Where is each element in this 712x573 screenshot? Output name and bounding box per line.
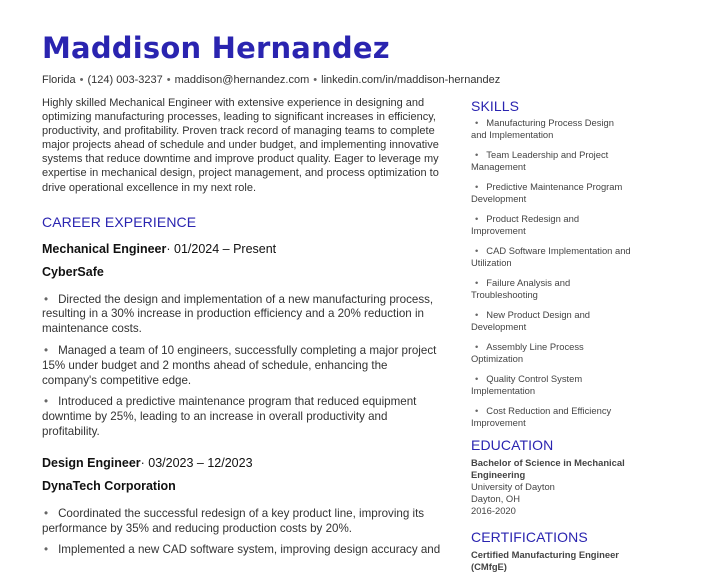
bullet-icon: •: [475, 405, 479, 416]
contact-location: Florida: [42, 74, 76, 86]
main-column: [42, 96, 442, 565]
job-dates: · 01/2024 – Present: [166, 241, 277, 256]
bullet-icon: •: [44, 506, 49, 520]
bullet-icon: •: [44, 344, 49, 358]
job-bullet: • Implemented a new CAD software system, improving design accuracy and: [44, 543, 441, 557]
certification-name: Certified Manufacturing Engineer (CMfgE): [471, 549, 619, 572]
bullet-icon: •: [44, 543, 49, 557]
bullet-icon: •: [475, 309, 479, 320]
bullet-icon: •: [475, 181, 479, 192]
job-bullets: [42, 293, 442, 440]
bullet-icon: •: [475, 277, 479, 288]
summary: Highly skilled Mechanical Engineer with extensive experience in designing and optimizing manufacturing processes, leading to significant increases in efficiency, productivity, and profitability. Proven track record of managing teams to complete major projects ahead of schedule and under budget, and implementing innovative systems that reduce downtime and improve product quality. Eager to leverage my expertise in mechanical design, project management, and process optimization to drive operational excellence in my next role.: [42, 97, 439, 194]
experience-heading: CAREER EXPERIENCE: [42, 213, 197, 230]
contact-linkedin[interactable]: linkedin.com/in/maddison-hernandez: [321, 74, 501, 86]
skills-list: [471, 117, 631, 429]
separator: •: [166, 74, 171, 86]
skill-item: • Predictive Maintenance Program Development: [471, 181, 623, 204]
sidebar-column: [471, 98, 631, 573]
job-role: Mechanical Engineer: [42, 241, 167, 256]
education-heading: EDUCATION: [471, 437, 554, 453]
skills-heading: SKILLS: [471, 98, 520, 114]
candidate-name: Maddison Hernandez: [42, 31, 390, 65]
skill-item: • New Product Design and Development: [471, 309, 590, 332]
certifications-heading: CERTIFICATIONS: [471, 529, 588, 545]
job-entry: [42, 456, 442, 558]
skill-item: • Assembly Line Process Optimization: [471, 341, 584, 364]
job-dates: · 03/2023 – 12/2023: [140, 455, 253, 470]
separator: •: [313, 74, 318, 86]
bullet-icon: •: [475, 341, 479, 352]
separator: •: [79, 74, 84, 86]
job-title-line: [42, 242, 442, 256]
bullet-icon: •: [475, 245, 479, 256]
contact-email[interactable]: maddison@hernandez.com: [174, 74, 310, 86]
bullet-icon: •: [475, 149, 479, 160]
bullet-icon: •: [475, 213, 479, 224]
job-entry: [42, 242, 442, 440]
job-bullet: • Introduced a predictive maintenance program that reduced equipment downtime by 25%, leading to an increase in overall productivity and profitability.: [42, 395, 417, 439]
education-entry: [471, 457, 631, 517]
skill-item: • Manufacturing Process Design and Implementation: [471, 117, 614, 140]
bullet-icon: •: [44, 395, 49, 409]
job-bullet: • Coordinated the successful redesign of a key product line, improving its performance by 35% and reducing production costs by 20%.: [42, 506, 425, 535]
job-role: Design Engineer: [42, 455, 141, 470]
contact-phone: (124) 003-3237: [87, 74, 163, 86]
skill-item: • Team Leadership and Project Management: [471, 149, 609, 172]
company-name: DynaTech Corporation: [42, 478, 176, 493]
certification-entry: [471, 549, 631, 573]
bullet-icon: •: [475, 117, 479, 128]
job-bullets: [42, 507, 442, 558]
skill-item: • Failure Analysis and Troubleshooting: [471, 277, 571, 300]
job-bullet: • Directed the design and implementation of a new manufacturing process, resulting in a 30% increase in production efficiency and a 20% reduction in maintenance costs.: [42, 292, 434, 336]
skill-item: • Quality Control System Implementation: [471, 373, 583, 396]
job-title-line: [42, 456, 442, 470]
education-years: 2016-2020: [471, 505, 516, 516]
bullet-icon: •: [475, 373, 479, 384]
company-name: CyberSafe: [42, 264, 104, 279]
degree: Bachelor of Science in Mechanical Engineering: [471, 457, 625, 480]
school: University of Dayton: [471, 481, 555, 492]
bullet-icon: •: [44, 292, 49, 306]
skill-item: • CAD Software Implementation and Utilization: [471, 245, 631, 268]
skill-item: • Cost Reduction and Efficiency Improvement: [471, 405, 612, 428]
contact-line: [42, 74, 500, 86]
skill-item: • Product Redesign and Improvement: [471, 213, 580, 236]
school-location: Dayton, OH: [471, 493, 520, 504]
job-bullet: • Managed a team of 10 engineers, successfully completing a major project 15% under budget and 2 months ahead of schedule, enhancing the company's competitive edge.: [42, 344, 437, 387]
